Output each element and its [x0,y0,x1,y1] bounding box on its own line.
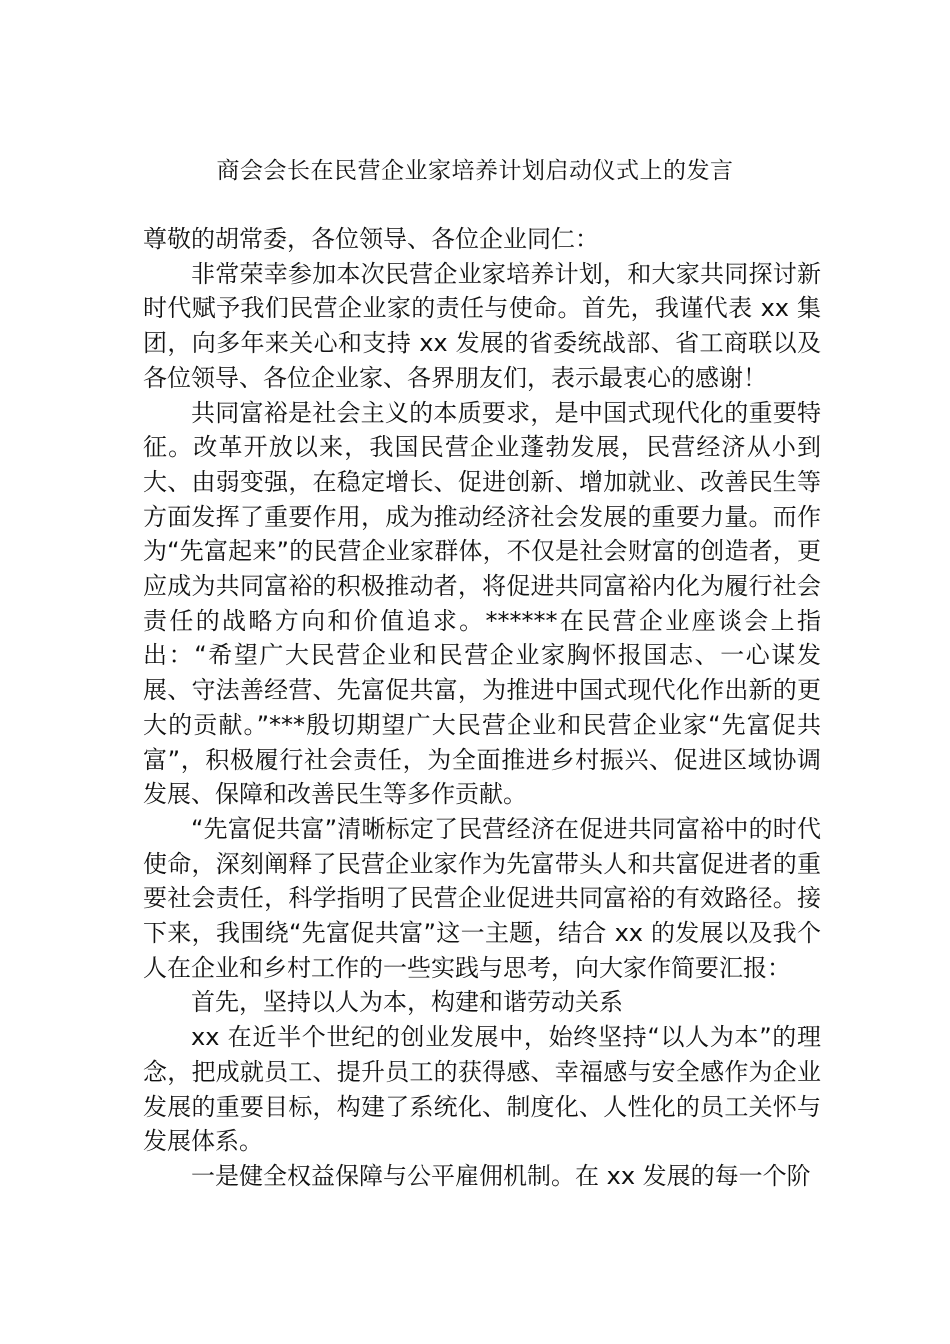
document-title: 商会会长在民营企业家培养计划启动仪式上的发言 [216,158,734,184]
document-body [143,222,821,1194]
salutation: 尊敬的胡常委，各位领导、各位企业同仁： [143,225,599,253]
paragraph-theme: “先富促共富”清晰标定了民营经济在促进共同富裕中的时代使命，深刻阐释了民营企业家作为先富带头人和共富促进者的重要社会责任，科学指明了民营企业促进共同富裕的有效路径。接下来，我围绕“先富促共富”这一主题，结合 xx 的发展以及我个人在企业和乡村工作的一些实践与思考，向大家作简要汇报： [143,814,821,982]
paragraph-opening: 非常荣幸参加本次民营企业家培养计划，和大家共同探讨新时代赋予我们民营企业家的责任与使命。首先，我谨代表 xx 集团，向多年来关心和支持 xx 发展的省委统战部、省工商联以及各位领导、各位企业家、各界朋友们，表示最衷心的感谢！ [143,259,821,392]
paragraph-rights-protection: 一是健全权益保障与公平雇佣机制。在 xx 发展的每一个阶 [191,1161,811,1190]
paragraph-common-prosperity: 共同富裕是社会主义的本质要求，是中国式现代化的重要特征。改革开放以来，我国民营企业蓬勃发展，民营经济从小到大、由弱变强，在稳定增长、促进创新、增加就业、改善民生等方面发挥了重要作用，成为推动经济社会发展的重要力量。而作为“先富起来”的民营企业家群体，不仅是社会财富的创造者，更应成为共同富裕的积极推动者，将促进共同富裕内化为履行社会责任的战略方向和价值追求。******在民营企业座谈会上指出：“希望广大民营企业和民营企业家胸怀报国志、一心谋发展、守法善经营、先富促共富，为推进中国式现代化作出新的更大的贡献。”***殷切期望广大民营企业和民营企业家“先富促共富”，积极履行社会责任，为全面推进乡村振兴、促进区域协调发展、保障和改善民生等多作贡献。 [143,398,821,809]
paragraph-people-oriented: xx 在近半个世纪的创业发展中，始终坚持“以人为本”的理念，把成就员工、提升员工的获得感、幸福感与安全感作为企业发展的重要目标，构建了系统化、制度化、人性化的员工关怀与发展体系。 [143,1023,821,1156]
section-heading: 首先，坚持以人为本，构建和谐劳动关系 [191,988,623,1017]
